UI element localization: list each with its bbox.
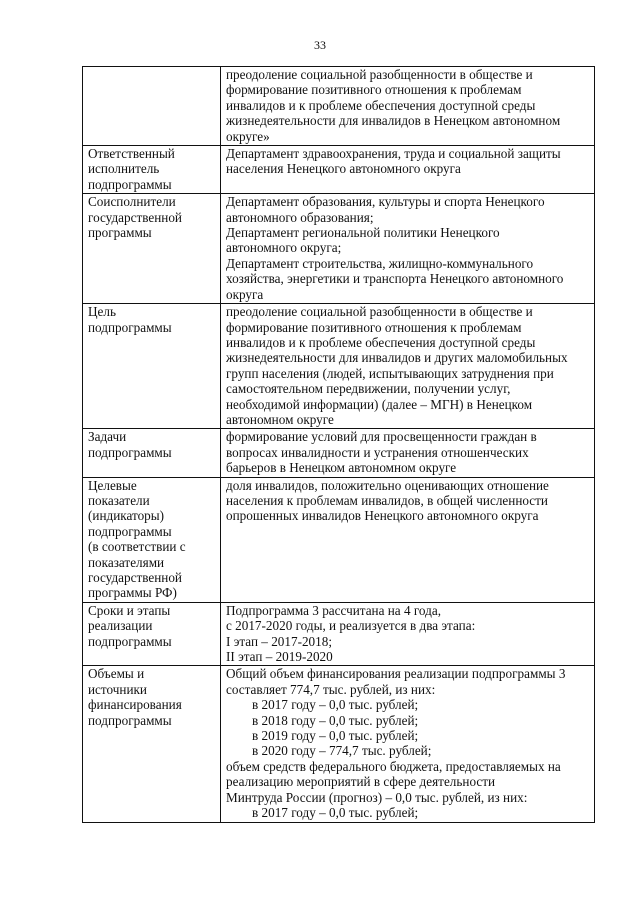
- table-row: [83, 602, 595, 666]
- label-line: подпрограммы: [88, 444, 172, 460]
- label-line: подпрограммы: [88, 523, 172, 539]
- content-line: Департамент здравоохранения, труда и социальной защиты: [226, 146, 561, 162]
- row-content-cell: [221, 477, 595, 602]
- content-line: в 2020 году – 774,7 тыс. рублей;: [252, 743, 432, 759]
- content-line: самостоятельном передвижении, получении услуг,: [226, 381, 511, 397]
- label-line: подпрограммы: [88, 176, 172, 192]
- label-line: исполнитель: [88, 161, 160, 177]
- row-label-cell: [83, 602, 221, 666]
- content-line: I этап – 2017-2018;: [226, 633, 333, 649]
- content-line: Департамент образования, культуры и спорта Ненецкого: [226, 194, 545, 210]
- content-line: автономного образования;: [226, 209, 374, 225]
- label-line: государственной: [88, 209, 182, 225]
- label-line: Задачи: [88, 429, 127, 445]
- content-line: округе»: [226, 128, 270, 144]
- label-line: (в соответствии с: [88, 539, 186, 555]
- row-content-cell: [221, 146, 595, 194]
- content-line: автономного округа;: [226, 240, 342, 256]
- label-line: Соисполнители: [88, 194, 176, 210]
- content-line: опрошенных инвалидов Ненецкого автономного округа: [226, 508, 539, 524]
- table-row: [83, 67, 595, 146]
- row-content-cell: [221, 602, 595, 666]
- label-line: программы: [88, 225, 152, 241]
- row-label-cell: [83, 67, 221, 146]
- content-line: Департамент строительства, жилищно-коммунального: [226, 255, 534, 271]
- label-line: финансирования: [88, 697, 182, 713]
- content-line: формирование позитивного отношения к проблемам: [226, 82, 522, 98]
- row-content-cell: [221, 429, 595, 477]
- label-line: Ответственный: [88, 146, 175, 162]
- label-line: Цель: [88, 304, 116, 320]
- table-row: [83, 304, 595, 429]
- row-content-cell: [221, 194, 595, 304]
- label-line: Целевые: [88, 477, 137, 493]
- content-line: в 2019 году – 0,0 тыс. рублей;: [252, 728, 419, 744]
- content-line: барьеров в Ненецком автономном округе: [226, 460, 457, 476]
- subprogram-passport-table: [82, 66, 595, 823]
- label-line: программы РФ): [88, 585, 177, 601]
- label-line: источники: [88, 681, 147, 697]
- label-line: подпрограммы: [88, 712, 172, 728]
- content-line: жизнедеятельности для инвалидов и других маломобильных: [226, 350, 568, 366]
- content-line: Департамент региональной политики Ненецкого: [226, 225, 500, 241]
- content-line: необходимой информации) (далее – МГН) в Ненецком: [226, 396, 533, 412]
- label-line: подпрограммы: [88, 633, 172, 649]
- content-line: в 2018 году – 0,0 тыс. рублей;: [252, 712, 419, 728]
- row-label-cell: [83, 194, 221, 304]
- content-line: Общий объем финансирования реализации подпрограммы 3: [226, 666, 566, 682]
- content-line: вопросах инвалидности и устранения отношенческих: [226, 444, 529, 460]
- content-line: инвалидов и к проблеме обеспечения доступной среды: [226, 97, 536, 113]
- row-content-cell: [221, 666, 595, 822]
- label-line: подпрограммы: [88, 319, 172, 335]
- table-row: [83, 477, 595, 602]
- content-line: в 2017 году – 0,0 тыс. рублей;: [252, 697, 419, 713]
- page-number: 33: [314, 38, 326, 52]
- content-line: населения к проблемам инвалидов, в общей численности: [226, 492, 548, 508]
- content-line: формирование позитивного отношения к проблемам: [226, 319, 522, 335]
- row-label-cell: [83, 146, 221, 194]
- content-line: населения Ненецкого автономного округа: [226, 161, 461, 177]
- label-line: Сроки и этапы: [88, 602, 171, 618]
- content-line: объем средств федерального бюджета, предоставляемых на: [226, 758, 561, 774]
- content-line: реализацию мероприятий в сфере деятельности: [226, 774, 496, 790]
- content-line: II этап – 2019-2020: [226, 649, 333, 665]
- table-row: [83, 666, 595, 822]
- row-label-cell: [83, 666, 221, 822]
- content-line: формирование условий для просвещенности граждан в: [226, 429, 537, 445]
- content-line: Минтруда России (прогноз) – 0,0 тыс. рублей, из них:: [226, 789, 528, 805]
- content-line: с 2017-2020 годы, и реализуется в два этапа:: [226, 618, 476, 634]
- content-line: автономном округе: [226, 411, 334, 427]
- label-line: Объемы и: [88, 666, 145, 682]
- table-row: [83, 429, 595, 477]
- row-content-cell: [221, 67, 595, 146]
- content-line: хозяйства, энергетики и транспорта Ненецкого автономного: [226, 271, 564, 287]
- content-line: преодоление социальной разобщенности в обществе и: [226, 67, 533, 82]
- label-line: (индикаторы): [88, 508, 165, 524]
- content-line: групп населения (людей, испытывающих затруднения при: [226, 365, 554, 381]
- row-label-cell: [83, 477, 221, 602]
- label-line: показателями: [88, 554, 165, 570]
- content-line: инвалидов и к проблеме обеспечения доступной среды: [226, 334, 536, 350]
- content-line: доля инвалидов, положительно оценивающих отношение: [226, 477, 549, 493]
- content-line: округа: [226, 286, 264, 302]
- row-label-cell: [83, 429, 221, 477]
- label-line: реализации: [88, 618, 153, 634]
- content-line: преодоление социальной разобщенности в обществе и: [226, 304, 533, 320]
- content-line: жизнедеятельности для инвалидов в Ненецком автономном: [226, 113, 561, 129]
- content-line: Подпрограмма 3 рассчитана на 4 года,: [226, 602, 442, 618]
- row-content-cell: [221, 304, 595, 429]
- content-line: составляет 774,7 тыс. рублей, из них:: [226, 681, 436, 697]
- table-row: [83, 194, 595, 304]
- table-row: [83, 146, 595, 194]
- label-line: государственной: [88, 570, 182, 585]
- content-line: в 2017 году – 0,0 тыс. рублей;: [252, 805, 419, 821]
- label-line: показатели: [88, 492, 150, 508]
- row-label-cell: [83, 304, 221, 429]
